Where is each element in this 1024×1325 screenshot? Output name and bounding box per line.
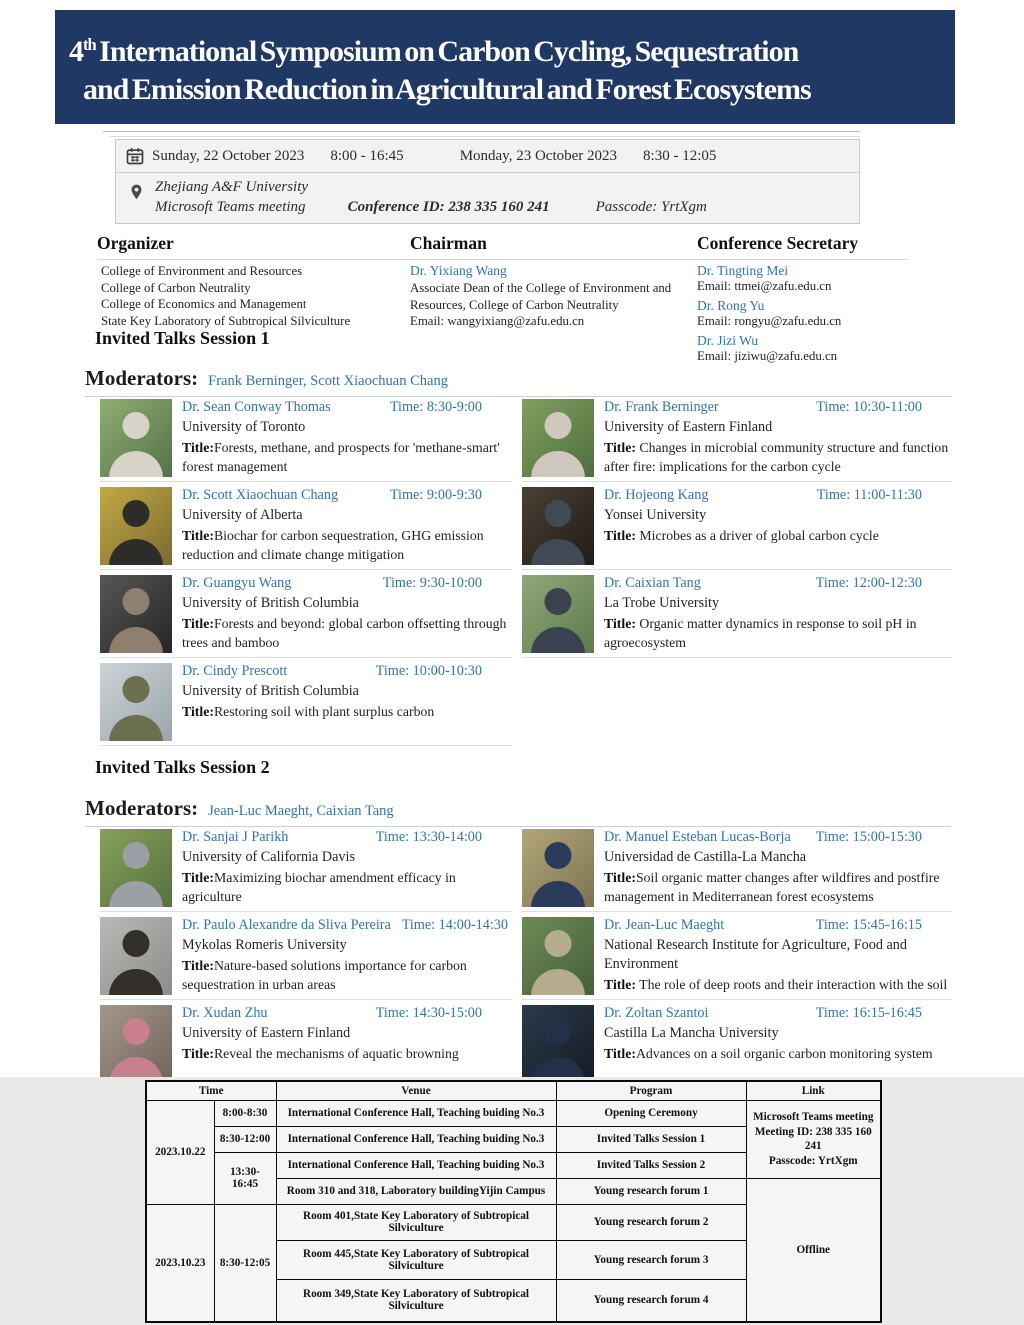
venue-cell: International Conference Hall, Teaching buiding No.3 (276, 1152, 556, 1178)
speaker-name: Dr. Xudan Zhu (182, 1005, 268, 1021)
moderators-label: Moderators: (85, 796, 199, 820)
col-header-link: Link (746, 1081, 881, 1100)
program-cell: Opening Ceremony (556, 1100, 746, 1126)
event-info-box (115, 139, 860, 224)
talk-time: Time: 8:30-9:00 (389, 399, 482, 415)
secretary-name: Dr. Tingting Mei (697, 263, 789, 278)
talk-time: Time: 13:30-14:00 (375, 829, 482, 845)
talk-time: Time: 15:00-15:30 (815, 829, 922, 845)
organizer-item: College of Carbon Neutrality (101, 280, 251, 295)
speaker-name: Dr. Cindy Prescott (182, 663, 288, 679)
speaker-card (100, 912, 512, 1000)
talk-title: Title:Biochar for carbon sequestration, GHG emission reduction and climate change mitigation (182, 528, 484, 562)
speaker-photo (522, 829, 594, 907)
program-cell: Young research forum 2 (556, 1204, 746, 1240)
speaker-photo (100, 663, 172, 741)
speaker-card (100, 482, 512, 570)
speaker-name: Dr. Guangyu Wang (182, 575, 292, 591)
speaker-card (522, 570, 952, 658)
talk-title: Title: Microbes as a driver of global carbon cycle (604, 528, 879, 543)
speaker-affiliation: University of Toronto (182, 419, 306, 435)
passcode: Passcode: YrtXgm (595, 199, 707, 215)
banner-shadow-line-2 (110, 136, 860, 137)
event-date-2: Monday, 23 October 2023 (459, 147, 618, 164)
time-cell: 8:30-12:00 (214, 1126, 276, 1152)
col-header-time: Time (146, 1081, 276, 1100)
time-cell: 8:00-8:30 (214, 1100, 276, 1126)
speaker-card (522, 1000, 952, 1088)
speaker-name: Dr. Caixian Tang (604, 575, 701, 591)
speaker-affiliation: La Trobe University (604, 595, 720, 611)
talk-time: Time: 10:30-11:00 (816, 399, 922, 415)
event-time-2: 8:30 - 12:05 (643, 147, 717, 164)
speaker-affiliation: Mykolas Romeris University (182, 937, 347, 953)
link-cell-online: Microsoft Teams meeting Meeting ID: 238 335 160 241 Passcode: YrtXgm (746, 1100, 881, 1178)
talk-title: Title:Advances on a soil organic carbon monitoring system (604, 1046, 933, 1061)
col-header-venue: Venue (276, 1081, 556, 1100)
organizer-item: College of Environment and Resources (101, 264, 303, 278)
speaker-name: Dr. Sanjai J Parikh (182, 829, 289, 845)
speaker-card (100, 570, 512, 658)
talk-title: Title: Changes in microbial community structure and function after fire: implications for the carbon cycle (604, 440, 949, 474)
speaker-photo (100, 487, 172, 565)
speaker-card (522, 912, 952, 1000)
event-date-1: Sunday, 22 October 2023 (152, 147, 305, 164)
organizer-item: College of Economics and Management (101, 297, 307, 311)
talk-time: Time: 15:45-16:15 (815, 917, 922, 933)
speaker-photo (100, 575, 172, 653)
speaker-photo (100, 1005, 172, 1083)
speaker-card (522, 824, 952, 912)
program-cell: Young research forum 4 (556, 1279, 746, 1322)
talk-title: Title:Nature-based solutions importance for carbon sequestration in urban areas (182, 958, 467, 992)
speaker-affiliation: Yonsei University (604, 507, 707, 523)
speaker-name: Dr. Paulo Alexandre da Sliva Pereira (182, 917, 391, 933)
speaker-name: Dr. Frank Berninger (604, 399, 719, 415)
talk-time: Time: 16:15-16:45 (815, 1005, 922, 1021)
moderators-label: Moderators: (85, 366, 199, 390)
speaker-card (100, 394, 512, 482)
event-time-1: 8:00 - 16:45 (330, 147, 404, 164)
speaker-name: Dr. Zoltan Szantoi (604, 1005, 709, 1021)
speaker-name: Dr. Jean-Luc Maeght (604, 917, 725, 933)
moderator-names: Frank Berninger, Scott Xiaochuan Chang (208, 373, 448, 389)
chairman-heading: Chairman (410, 233, 487, 253)
speaker-name: Dr. Sean Conway Thomas (182, 399, 331, 415)
secretary-email: Email: jiziwu@zafu.edu.cn (697, 349, 838, 363)
venue-cell: Room 349,State Key Laboratory of Subtropical Silviculture (276, 1279, 556, 1322)
talk-time: Time: 9:30-10:00 (382, 575, 482, 591)
speaker-card (100, 1000, 512, 1088)
date-cell: 2023.10.22 (146, 1100, 214, 1204)
venue-cell: Room 445,State Key Laboratory of Subtropical Silviculture (276, 1240, 556, 1279)
talk-time: Time: 11:00-11:30 (816, 487, 922, 503)
banner-shadow-line (103, 131, 860, 132)
location-pin-icon (128, 181, 145, 203)
organizer-item: State Key Laboratory of Subtropical Silviculture (101, 313, 351, 328)
session2-moderators (85, 796, 951, 827)
col-header-program: Program (556, 1081, 746, 1100)
schedule-bar (116, 140, 859, 173)
moderator-names: Jean-Luc Maeght, Caixian Tang (208, 803, 394, 819)
session1-moderators (85, 366, 951, 397)
calendar-icon (125, 146, 145, 166)
venue-bar (116, 173, 859, 223)
program-cell: Invited Talks Session 2 (556, 1152, 746, 1178)
speaker-name: Dr. Hojeong Kang (604, 487, 709, 503)
secretary-email: Email: rongyu@zafu.edu.cn (697, 314, 842, 328)
venue-cell: International Conference Hall, Teaching buiding No.3 (276, 1100, 556, 1126)
speaker-affiliation: University of California Davis (182, 849, 355, 865)
talk-time: Time: 14:30-15:00 (375, 1005, 482, 1021)
program-cell: Invited Talks Session 1 (556, 1126, 746, 1152)
session1-speaker-grid (100, 394, 952, 746)
talk-title: Title:Maximizing biochar amendment efficacy in agriculture (182, 870, 456, 904)
talk-time: Time: 12:00-12:30 (815, 575, 922, 591)
speaker-photo (522, 399, 594, 477)
speaker-affiliation: National Research Institute for Agriculture, Food and Environment (604, 937, 907, 972)
speaker-photo (522, 917, 594, 995)
link-cell-offline: Offline (746, 1178, 881, 1322)
program-schedule-table (145, 1080, 882, 1323)
poster-title-line1: 4th International Symposium on Carbon Cycling, Sequestration (69, 35, 799, 68)
venue-cell: International Conference Hall, Teaching buiding No.3 (276, 1126, 556, 1152)
talk-title: Title: Organic matter dynamics in response to soil pH in agroecosystem (604, 616, 917, 650)
speaker-affiliation: University of Eastern Finland (604, 419, 773, 435)
talk-time: Time: 9:00-9:30 (389, 487, 482, 503)
committee-divider (97, 259, 907, 260)
session2-speaker-grid (100, 824, 952, 1088)
secretary-email: Email: ttmei@zafu.edu.cn (697, 279, 832, 293)
secretary-name: Dr. Jizi Wu (697, 333, 759, 348)
chairman-role: Associate Dean of the College of Environment and Resources, College of Carbon Neutrality (410, 281, 672, 312)
speaker-photo (100, 917, 172, 995)
venue-platform: Microsoft Teams meeting (155, 199, 306, 215)
talk-time: Time: 10:00-10:30 (375, 663, 482, 679)
program-cell: Young research forum 3 (556, 1240, 746, 1279)
talk-title: Title: The role of deep roots and their interaction with the soil (604, 977, 948, 992)
speaker-name: Dr. Scott Xiaochuan Chang (182, 487, 339, 503)
secretary-name: Dr. Rong Yu (697, 298, 765, 313)
talk-title: Title:Forests, methane, and prospects for 'methane-smart' forest management (182, 440, 500, 474)
chairman-name: Dr. Yixiang Wang (410, 263, 507, 278)
speaker-photo (522, 575, 594, 653)
speaker-card (522, 482, 952, 570)
talk-title: Title:Forests and beyond: global carbon offsetting through trees and bamboo (182, 616, 507, 650)
venue-cell: Room 310 and 318, Laboratory buildingYijin Campus (276, 1178, 556, 1204)
speaker-affiliation: Universidad de Castilla-La Mancha (604, 849, 807, 865)
chairman-column (410, 233, 697, 368)
venue-cell: Room 401,State Key Laboratory of Subtropical Silviculture (276, 1204, 556, 1240)
organizer-heading: Organizer (97, 233, 174, 253)
date-cell: 2023.10.23 (146, 1204, 214, 1322)
session2-heading: Invited Talks Session 2 (95, 757, 270, 777)
speaker-affiliation: University of British Columbia (182, 595, 359, 611)
talk-title: Title:Restoring soil with plant surplus carbon (182, 704, 435, 719)
program-cell: Young research forum 1 (556, 1178, 746, 1204)
venue-university: Zhejiang A&F University (155, 179, 309, 195)
conference-id: Conference ID: 238 335 160 241 (347, 199, 550, 215)
speaker-affiliation: University of Alberta (182, 507, 303, 523)
speaker-photo (522, 1005, 594, 1083)
speaker-name: Dr. Manuel Esteban Lucas-Borja (604, 829, 791, 845)
speaker-photo (100, 829, 172, 907)
poster-title-line2: and Emission Reduction in Agricultural and Forest Ecosystems (83, 73, 811, 106)
session1-heading: Invited Talks Session 1 (95, 328, 270, 348)
secretary-column (697, 233, 907, 368)
speaker-card (100, 658, 512, 746)
speaker-affiliation: University of Eastern Finland (182, 1025, 351, 1041)
speaker-card (522, 394, 952, 482)
speaker-photo (100, 399, 172, 477)
talk-title: Title:Soil organic matter changes after wildfires and postfire management in Mediterranean forest ecosystems (604, 870, 940, 904)
secretary-heading: Conference Secretary (697, 233, 859, 253)
title-banner (55, 10, 955, 124)
talk-title: Title:Reveal the mechanisms of aquatic browning (182, 1046, 459, 1061)
time-cell: 13:30-16:45 (214, 1152, 276, 1204)
speaker-affiliation: University of British Columbia (182, 683, 359, 699)
speaker-card (100, 824, 512, 912)
time-cell: 8:30-12:05 (214, 1204, 276, 1322)
speaker-affiliation: Castilla La Mancha University (604, 1025, 779, 1041)
speaker-photo (522, 487, 594, 565)
talk-time: Time: 14:00-14:30 (401, 917, 508, 933)
chairman-email: Email: wangyixiang@zafu.edu.cn (410, 314, 585, 328)
